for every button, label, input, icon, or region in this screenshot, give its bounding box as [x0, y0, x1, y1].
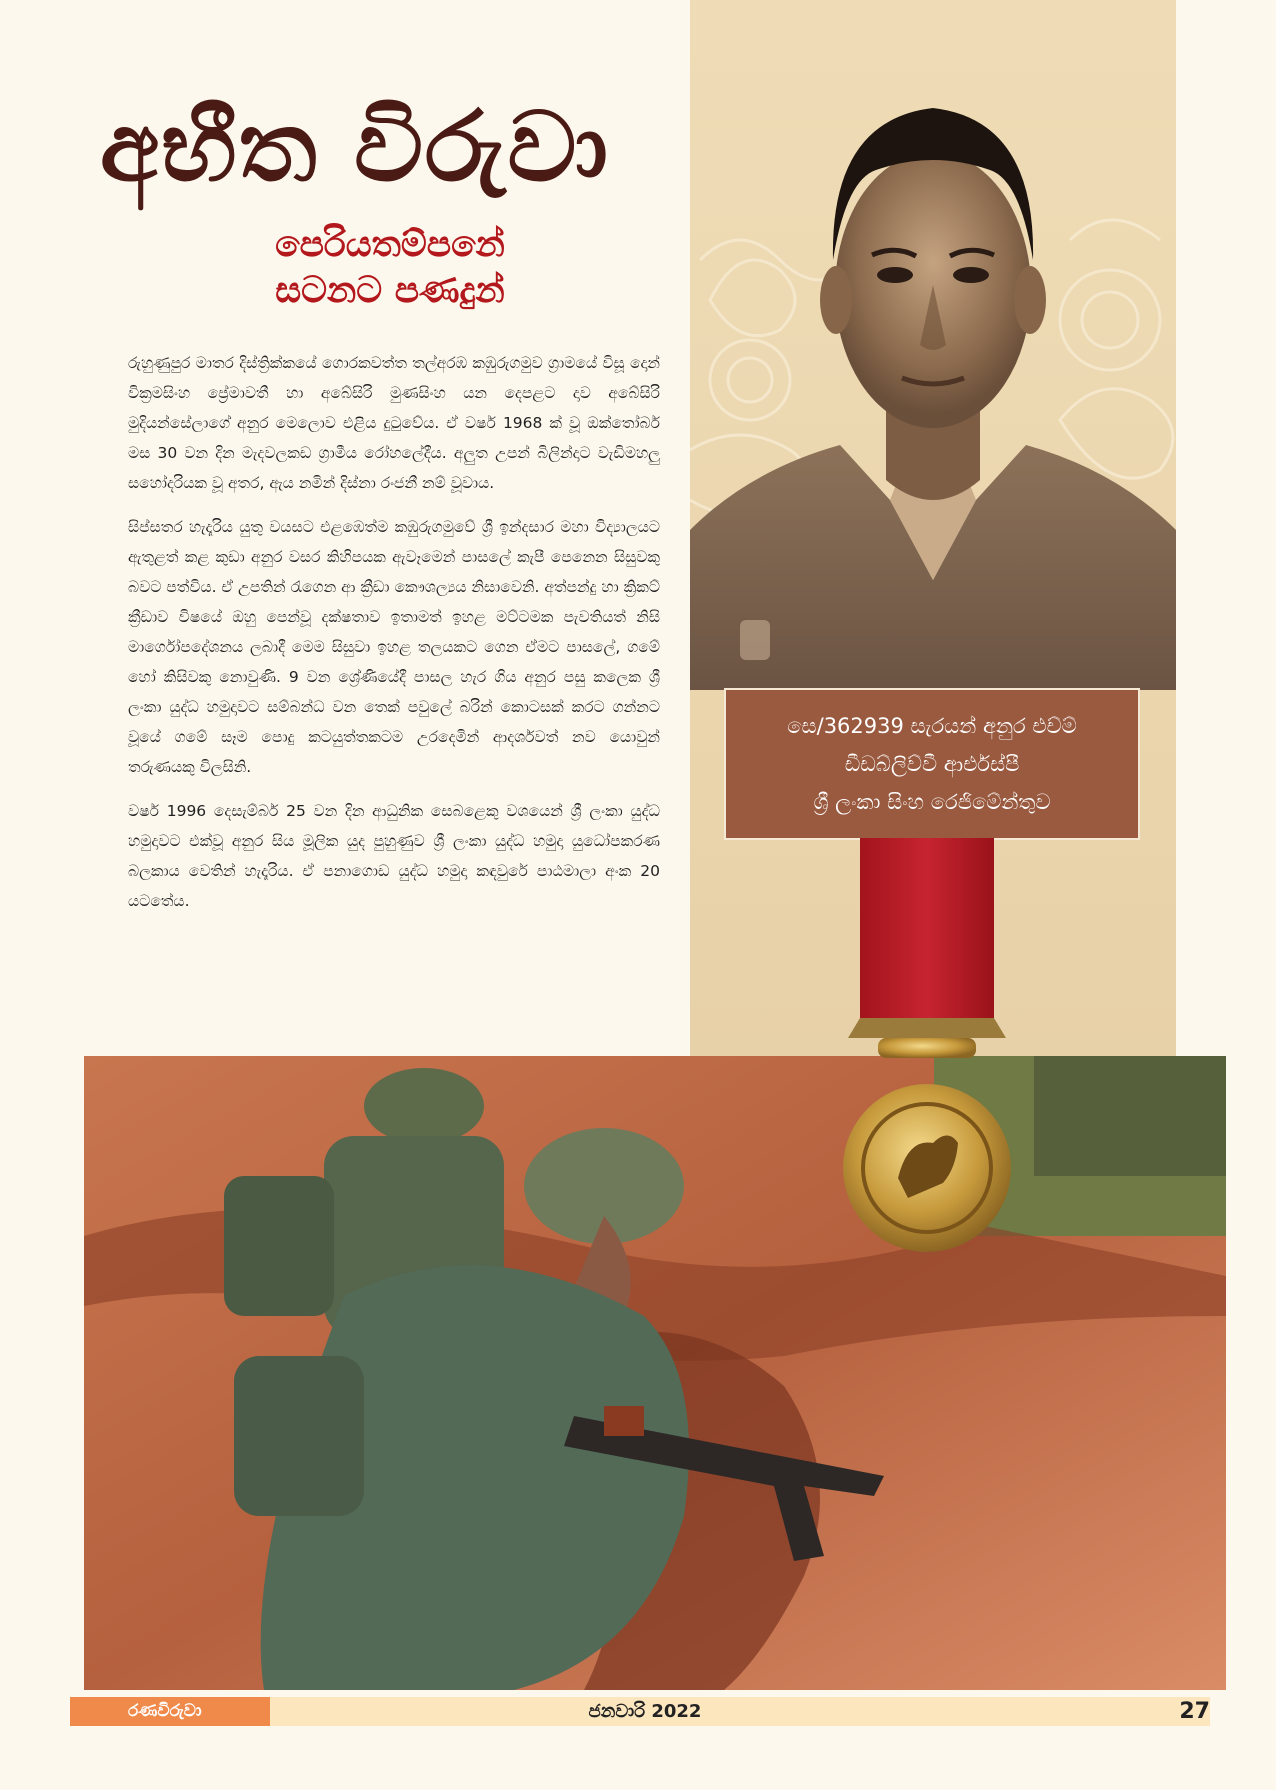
- paragraph: සිප්සතර හැදෑරිය යුතු වයසට එළඹෙත්ම කඹුරුගමුවේ ශ්‍රී ඉන්දසාර මහා විද්‍යාලයට ඇතුළත් කළ කුඩා අනුර වසර කිහිපයක ඇවෑමෙන් පාසලේ කැපී පෙනෙන සිසුවකු බවට පත්විය. ඒ උපතින් රැගෙන ආ ක්‍රීඩා කෞශල්‍යය නිසාවෙනි. අත්පන්දු හා ක්‍රිකට් ක්‍රීඩාව විෂයේ ඔහු පෙන්වූ දක්ෂතාව ඉතාමත් ඉහළ මට්ටමක පැවතියත් නිසි මාර්ගෝපදේශනය ලබාදී මෙම සිසුවා ඉහළ තලයකට ගෙන ඒමට පාසලේ, ගමේ හෝ කිසිවකු නොවුණි. 9 වන ශ්‍රේණියේදී පාසල හැර ගිය අනුර පසු කලෙක ශ්‍රී ලංකා යුද්ධ හමුදාවට සම්බන්ධ වන තෙක් පවුලේ බරින් කොටසක් කරට ගන්නට වූයේ ගමේ සෑම පොදු කටයුත්තකටම උරදෙමින් ආදර්ශවත් නව යොවුන් තරුණයකු විලසිනි.: [128, 518, 660, 776]
- footer-magazine-name: රණවිරුවා: [70, 1697, 270, 1726]
- caption-line-2: ඩීඩබ්ලිව්වී ආර්එස්පී: [844, 752, 1020, 776]
- paragraph: රුහුණුපුර මාතර දිස්ත්‍රික්කයේ ගොරකවත්ත තල්අරඹ කඹුරුගමුව ග්‍රාමයේ විසූ දොන් වික්‍රමසිංහ ප්‍රේමාවතී හා අබේසිරි මුණසිංහ යන දෙපළට දාව අබේසිරි මුදියන්සේලාගේ අනුර මෙලොව එළිය දුටුවේය. ඒ වර්ෂ 1968 ක් වූ ඔක්තෝබර් මස 30 වන දින මැදවලකඩ ග්‍රාමීය රෝහලේදීය. අලුත උපන් බිලින්දාට වැඩිමහලු සහෝදරියක වූ අතර, ඇය නමින් දිස්නා රංජනී නම් වූවාය.: [128, 354, 660, 492]
- article-subtitle: [190, 222, 590, 314]
- medal-with-red-ribbon: [838, 838, 1016, 1258]
- portrait-caption: [724, 688, 1140, 840]
- page-number: 27: [1179, 1699, 1210, 1724]
- caption-line-1: සෙ/362939 සැරයන් අනුර එච්ම්: [787, 714, 1077, 738]
- footer-date: ජනවාරි 2022: [588, 1701, 702, 1722]
- subtitle-line-2: සටනට පණදුන්: [275, 270, 505, 311]
- subtitle-line-1: පෙරියතම්පනේ: [275, 224, 505, 265]
- article-title: අභීත විරුවා: [100, 90, 610, 203]
- caption-line-3: ශ්‍රී ලංකා සිංහ රෙජිමේන්තුව: [813, 790, 1051, 814]
- article-body: [128, 348, 660, 930]
- paragraph: වර්ෂ 1996 දෙසැම්බර් 25 වන දින ආධුනික සෙබළෙකු වශයෙන් ශ්‍රී ලංකා යුද්ධ හමුදාවට එක්වූ අනුර සිය මූලික යුද පුහුණුව ශ්‍රී ලංකා යුද්ධ හමුදා යුධෝපකරණ බලකාය වෙතින් හැදෑරිය. ඒ පනාගොඩ යුද්ධ හමුදා කඳවුරේ පාඨමාලා අංක 20 යටතේය.: [128, 802, 660, 910]
- soldier-portrait: [690, 60, 1176, 690]
- soldiers-in-trench-photo: [84, 1056, 1226, 1690]
